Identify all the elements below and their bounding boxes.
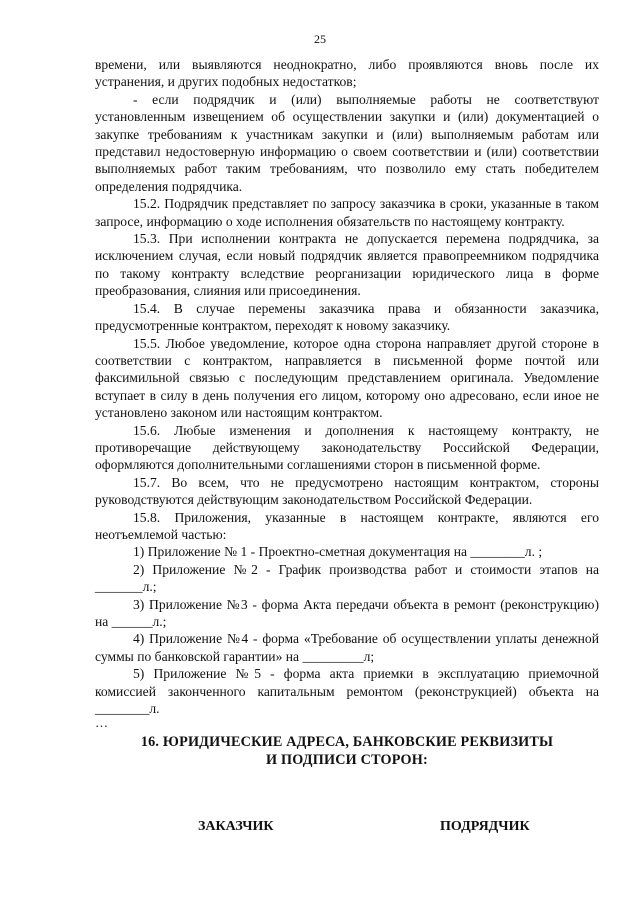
appendix-item-4: 4) Приложение №4 - форма «Требование об осуществлении уплаты денежной суммы по банковской гарантии» на _________л; — [95, 631, 599, 664]
paragraph-15-3: 15.3. При исполнении контракта не допускается перемена подрядчика, за исключением случая, если новый подрядчик является правопреемником подрядчика по такому контракту вследствие реорганизации юридического лица в форме преобразования, слияния или присоединения. — [95, 231, 599, 299]
page-number: 25 — [314, 32, 326, 46]
paragraph-15-6: 15.6. Любые изменения и дополнения к настоящему контракту, не противоречащие действующему законодательству Российской Федерации, оформляются дополнительными соглашениями сторон в письменной форме. — [95, 422, 599, 473]
document-body — [95, 56, 599, 769]
paragraph-15-8: 15.8. Приложения, указанные в настоящем контракте, являются его неотъемлемой частью: — [95, 509, 599, 542]
appendix-item-1: 1) Приложение № 1 - Проектно-сметная документация на ________л. ; — [133, 544, 543, 560]
customer-label: ЗАКАЗЧИК — [198, 819, 274, 834]
paragraph-continuation: времени, или выявляются неоднократно, либо проявляются вновь после их устранения, и других подобных недостатков; — [95, 57, 599, 90]
paragraph-15-2: 15.2. Подрядчик представляет по запросу заказчика в сроки, указанные в таком запросе, информацию о ходе исполнения обязательств по настоящему контракту. — [95, 196, 599, 229]
paragraph-15-7: 15.7. Во всем, что не предусмотрено настоящим контрактом, стороны руководствуются действующим законодательством Российской Федерации. — [95, 474, 599, 508]
section-16-heading — [95, 733, 599, 769]
contractor-label: ПОДРЯДЧИК — [440, 819, 530, 834]
paragraph-bullet-contractor-mismatch: - если подрядчик и (или) выполняемые работы не соответствуют установленным извещением об осуществлении закупки и (или) документацией о закупке требованиям к участникам закупки и (или) выполняемым работам или представил недостоверную информацию о своем соответствии и (или) соответствии выполняемых работ таким требованиям, что позволило ему стать победителем определения подрядчика. — [95, 91, 599, 194]
section-16-heading-line1: 16. ЮРИДИЧЕСКИЕ АДРЕСА, БАНКОВСКИЕ РЕКВИЗИТЫ — [140, 734, 554, 751]
ellipsis: … — [95, 715, 108, 731]
appendix-item-3: 3) Приложение №3 - форма Акта передачи объекта в ремонт (реконструкцию) на ______л.; — [95, 596, 599, 629]
paragraph-15-5: 15.5. Любое уведомление, которое одна сторона направляет другой стороне в соответствии с контрактом, направляется в письменной форме почтой или факсимильной связью с последующим представлением оригинала. Уведомление вступает в силу в день получения его лицом, которому оно адресовано, если иное не установлено законом или настоящим контрактом. — [95, 335, 599, 421]
paragraph-15-4: 15.4. В случае перемены заказчика права и обязанности заказчика, предусмотренные контрактом, переходят к новому заказчику. — [95, 300, 599, 334]
section-16-heading-line2: И ПОДПИСИ СТОРОН: — [266, 752, 428, 769]
appendix-item-5: 5) Приложение №5 - форма акта приемки в эксплуатацию приемочной комиссией законченного капитальным ремонтом (реконструкцией) объекта на ________л. — [95, 666, 599, 717]
appendix-item-2: 2) Приложение №2 - График производства работ и стоимости этапов на _______л.; — [95, 561, 599, 595]
